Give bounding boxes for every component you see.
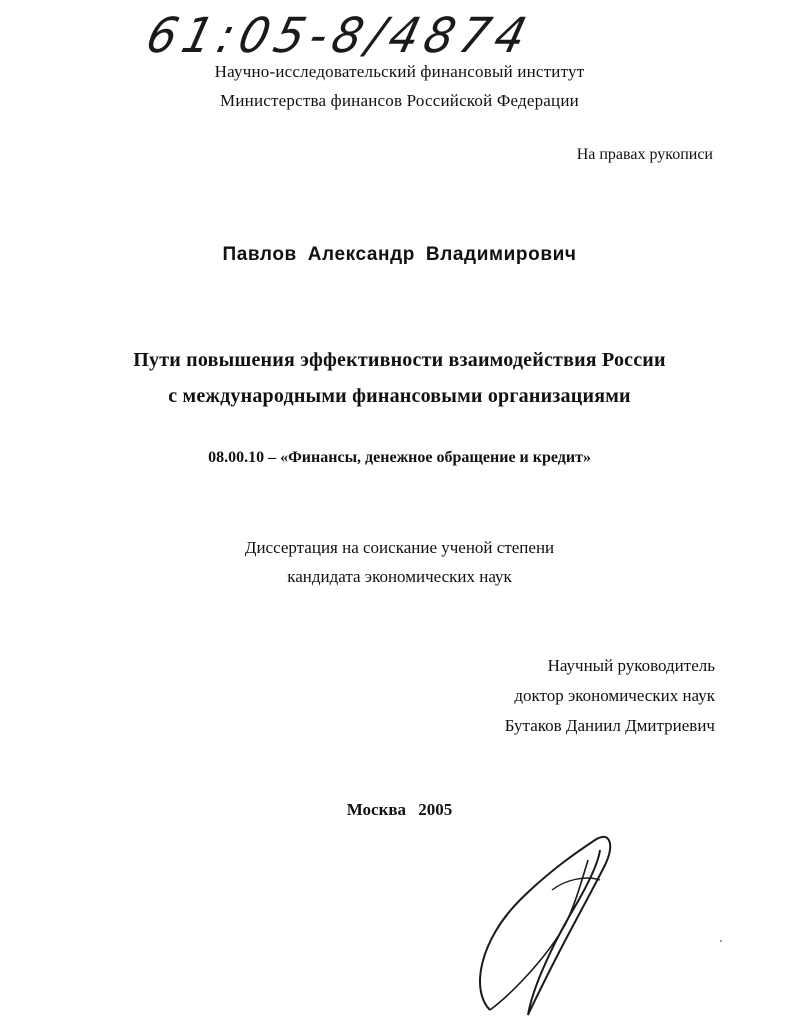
title-line-1: Пути повышения эффективности взаимодействия России: [133, 349, 666, 371]
institute-line-1: Научно-исследовательский финансовый институт: [214, 62, 585, 81]
dissertation-line-1: Диссертация на соискание ученой степени: [244, 538, 555, 557]
city-year: Москва 2005: [346, 800, 453, 819]
institute-line-2: Министерства финансов Российской Федерации: [220, 91, 579, 110]
supervisor-degree: доктор экономических наук: [514, 686, 715, 705]
author-name: Павлов Александр Владимирович: [222, 244, 577, 265]
supervisor-role: Научный руководитель: [547, 656, 715, 675]
rights-note: На правах рукописи: [576, 146, 713, 163]
signature: [470, 820, 630, 1020]
scan-speck: [720, 940, 722, 942]
specialty-code: 08.00.10 – «Финансы, денежное обращение и кредит»: [208, 449, 591, 466]
supervisor-name: Бутаков Даниил Дмитриевич: [504, 716, 715, 735]
handwritten-catalog-number: 61:05-8/4874: [140, 6, 539, 64]
title-line-2: с международными финансовыми организациями: [168, 385, 631, 407]
dissertation-line-2: кандидата экономических наук: [287, 567, 512, 586]
